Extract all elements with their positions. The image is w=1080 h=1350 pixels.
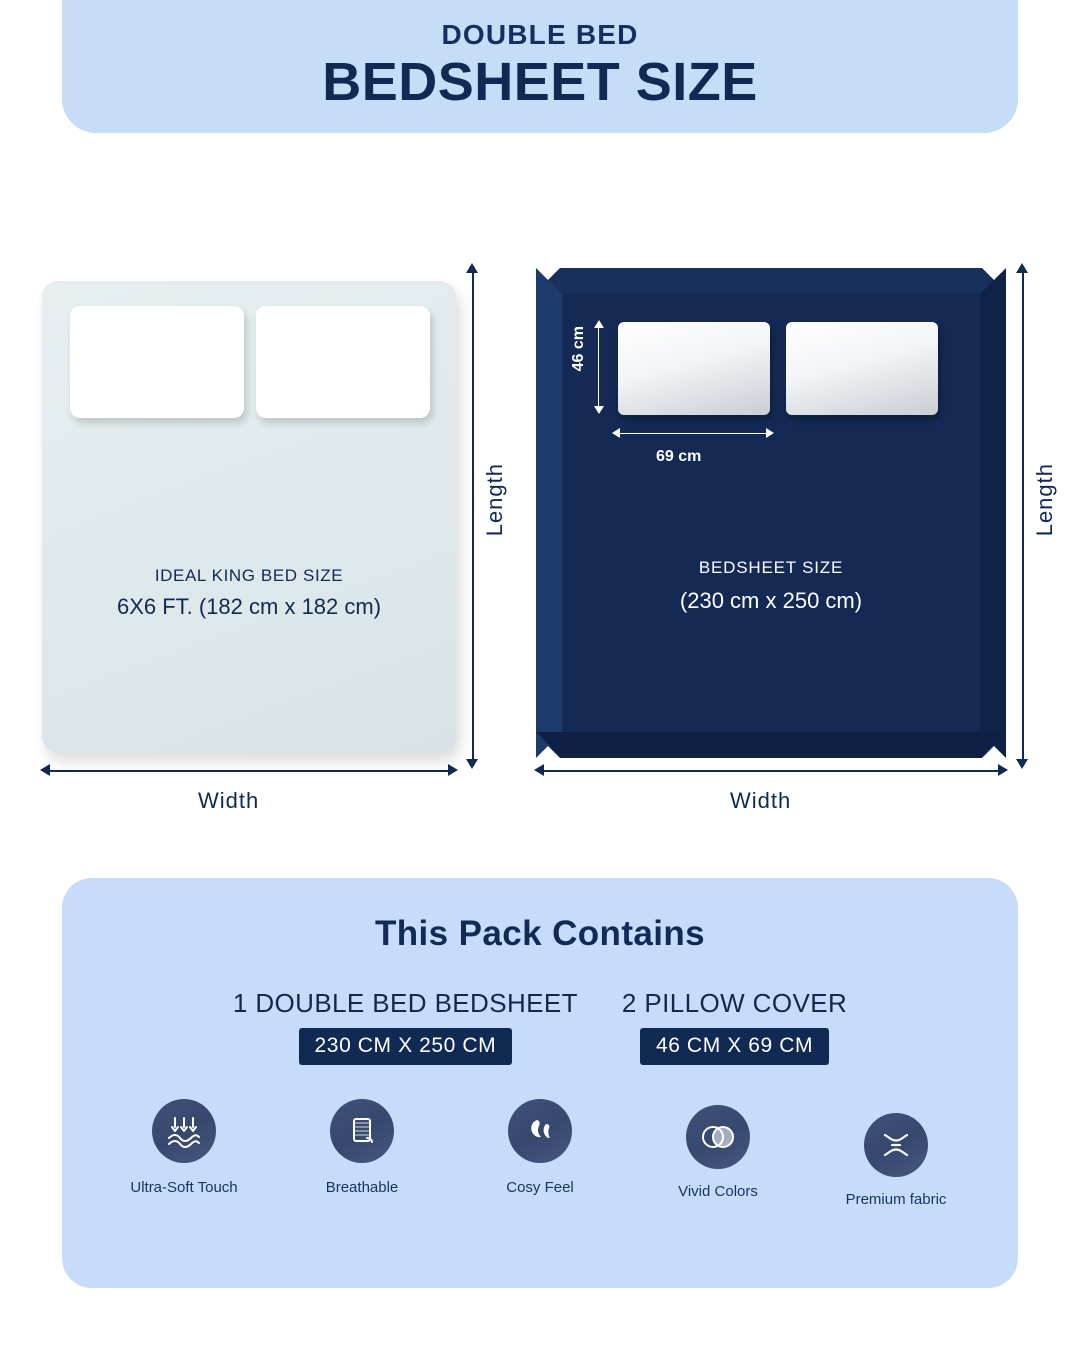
feature-label: Breathable [325, 1179, 399, 1196]
feature-item [302, 1099, 422, 1208]
left-length-label: Length [482, 463, 507, 537]
ideal-bed-label [42, 566, 456, 620]
soft-touch-icon [152, 1099, 216, 1163]
ideal-bed-illustration [42, 281, 456, 753]
right-width-label: Width [730, 788, 792, 813]
pack-item-dimension-badge: 230 CM X 250 CM [299, 1028, 513, 1065]
size-comparison-diagram [0, 133, 1080, 863]
pillow-right-1 [618, 322, 770, 415]
left-length-dimension-line [472, 271, 474, 761]
right-width-arrow-left [534, 764, 544, 776]
left-width-label: Width [198, 788, 260, 813]
bedsheet-label-line1: BEDSHEET SIZE [698, 558, 844, 577]
ideal-bed-label-line2: 6X6 FT. (182 cm x 182 cm) [116, 594, 382, 619]
pillow-width-dimension-line [620, 433, 768, 434]
bedsheet-bevel-left [536, 268, 562, 758]
pack-item [233, 988, 578, 1065]
pillow-left-2 [256, 306, 430, 418]
right-length-arrow-top [1016, 263, 1028, 273]
right-length-arrow-bottom [1016, 759, 1028, 769]
pack-item [622, 988, 847, 1065]
header-subtitle: DOUBLE BED [441, 18, 639, 50]
pillow-height-arrow-top [594, 320, 604, 328]
left-length-arrow-top [466, 263, 478, 273]
page-title: BEDSHEET SIZE [322, 52, 758, 113]
pack-title: This Pack Contains [374, 914, 706, 953]
feature-item [658, 1099, 778, 1208]
feature-item [836, 1099, 956, 1208]
left-width-arrow-right [448, 764, 458, 776]
pack-items-list [62, 988, 1018, 1065]
bedsheet-label-line2: (230 cm x 250 cm) [679, 588, 863, 613]
pack-contains-panel [62, 878, 1018, 1288]
bedsheet-illustration [536, 268, 1006, 758]
feature-label: Cosy Feel [506, 1179, 574, 1196]
feature-list [62, 1099, 1018, 1208]
feature-label: Premium fabric [845, 1191, 947, 1208]
bedsheet-bevel-right [980, 268, 1006, 758]
feature-label: Vivid Colors [678, 1183, 758, 1200]
pillow-right-2 [786, 322, 938, 415]
header-banner [62, 0, 1018, 133]
left-length-arrow-bottom [466, 759, 478, 769]
pillow-width-arrow-left [612, 428, 620, 438]
bedsheet-bevel-bottom [536, 732, 1006, 758]
vivid-colors-icon [686, 1105, 750, 1169]
pack-item-qty: 2 PILLOW COVER [621, 988, 848, 1018]
cosy-feel-icon [508, 1099, 572, 1163]
pillow-width-arrow-right [766, 428, 774, 438]
feature-item [480, 1099, 600, 1208]
right-length-label: Length [1032, 463, 1057, 537]
feature-item [124, 1099, 244, 1208]
ideal-bed-label-line1: IDEAL KING BED SIZE [154, 566, 344, 585]
feature-label: Ultra-Soft Touch [130, 1179, 238, 1196]
bedsheet-bevel-top [536, 268, 1006, 294]
pack-item-dimension-badge: 46 CM X 69 CM [640, 1028, 829, 1065]
bedsheet-label [536, 558, 1006, 614]
right-length-dimension-line [1022, 271, 1024, 761]
breathable-icon [330, 1099, 394, 1163]
pillow-height-arrow-bottom [594, 406, 604, 414]
premium-fabric-icon [864, 1113, 928, 1177]
right-width-dimension-line [542, 770, 1000, 772]
pillow-left-1 [70, 306, 244, 418]
pillow-width-label: 69 cm [656, 448, 702, 465]
pillow-height-label: 46 cm [570, 326, 587, 372]
right-width-arrow-right [998, 764, 1008, 776]
pillow-height-dimension-line [598, 328, 599, 408]
pack-item-qty: 1 DOUBLE BED BEDSHEET [232, 988, 578, 1018]
left-width-dimension-line [48, 770, 450, 772]
left-width-arrow-left [40, 764, 50, 776]
